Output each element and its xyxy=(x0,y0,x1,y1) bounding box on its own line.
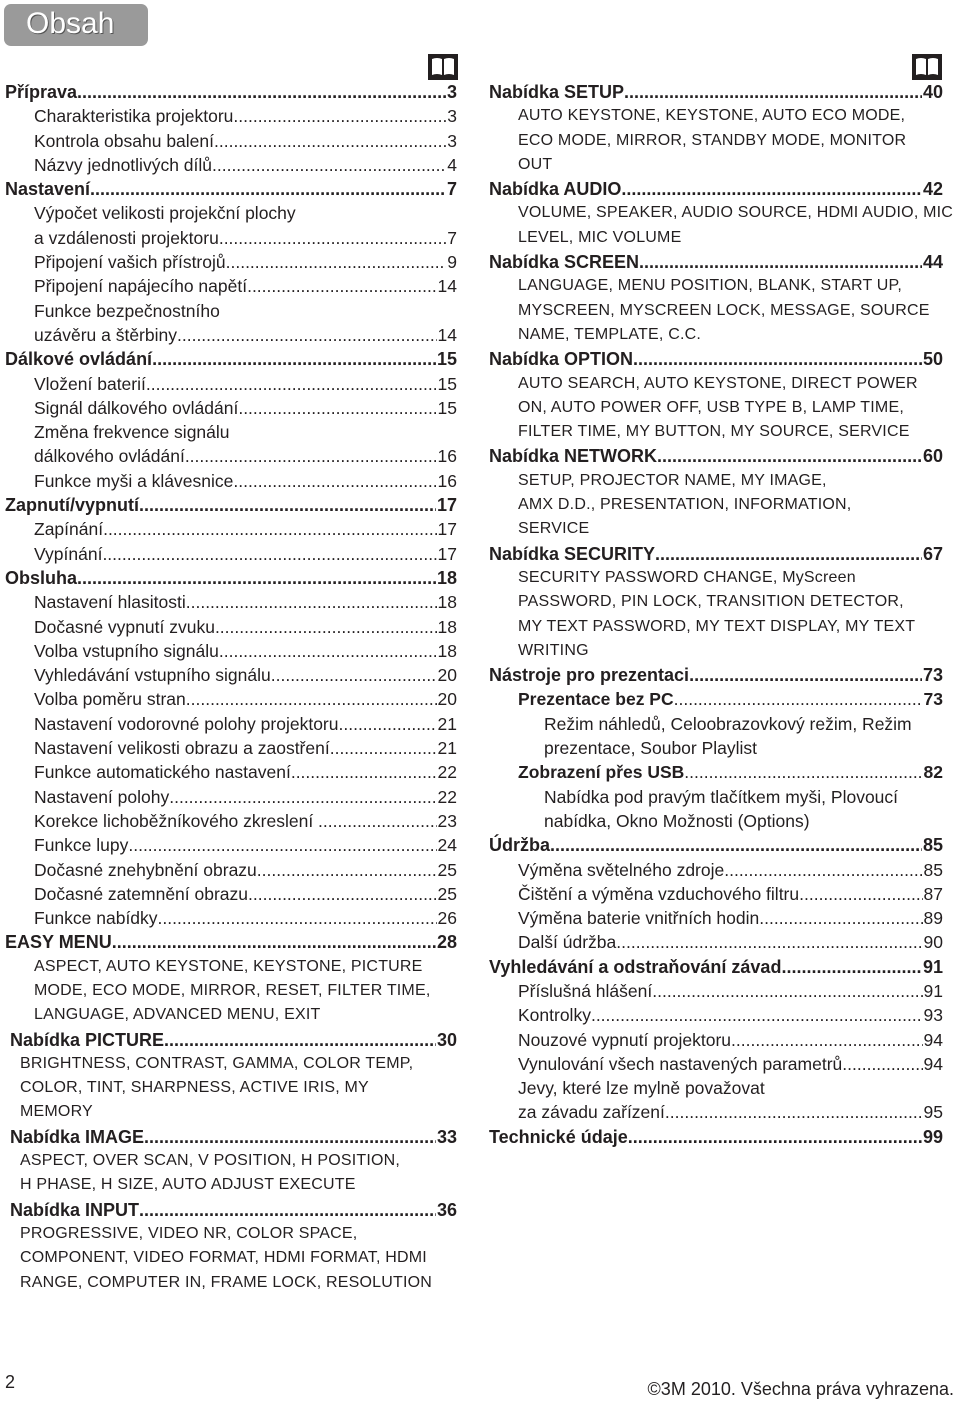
toc-entry-title: Nastavení velikosti obrazu a zaostření xyxy=(34,738,330,759)
dot-leader xyxy=(146,372,437,396)
toc-text-line: WRITING xyxy=(518,641,589,659)
dot-leader xyxy=(339,712,437,736)
toc-entry-page: 4 xyxy=(447,154,457,175)
toc-entry-title: Názvy jednotlivých dílů xyxy=(34,154,212,175)
toc-entry-page: 20 xyxy=(437,689,457,710)
toc-entry-page: 3 xyxy=(446,82,457,102)
toc-entry[interactable] xyxy=(489,1052,943,1076)
section-header-tab xyxy=(4,4,148,46)
toc-entry[interactable] xyxy=(5,347,457,371)
toc-entry[interactable] xyxy=(5,639,457,663)
toc-entry-title: EASY MENU xyxy=(5,932,112,953)
toc-entry-page: 15 xyxy=(436,349,457,370)
toc-entry[interactable] xyxy=(489,1125,943,1149)
toc-entry-title: Další údržba xyxy=(518,932,617,953)
toc-entry-page: 14 xyxy=(437,324,457,345)
book-icon xyxy=(912,54,942,80)
toc-entry-page: 20 xyxy=(437,665,457,686)
toc-entry[interactable] xyxy=(489,760,943,784)
copyright: ©3M 2010. Všechna práva vyhrazena. xyxy=(647,1379,954,1399)
dot-leader xyxy=(842,1052,922,1076)
toc-entry[interactable] xyxy=(5,250,457,274)
toc-entry-title: Dočasné znehybnění obrazu xyxy=(34,859,257,880)
toc-text-line: VOLUME, SPEAKER, AUDIO SOURCE, HDMI AUDIO, MIC xyxy=(518,204,954,222)
toc-entry[interactable] xyxy=(5,493,457,517)
toc-text-line: MYSCREEN, MYSCREEN LOCK, MESSAGE, SOURCE xyxy=(518,301,930,319)
toc-entry[interactable] xyxy=(5,590,457,614)
toc-entry-page: 25 xyxy=(437,883,457,904)
toc-text-line: PASSWORD, PIN LOCK, TRANSITION DETECTOR, xyxy=(518,593,904,611)
toc-entry-title: Údržba xyxy=(489,835,551,856)
toc-text-line: AMX D.D., PRESENTATION, INFORMATION, xyxy=(518,496,852,514)
toc-entry-page: 93 xyxy=(923,1005,943,1026)
dot-leader xyxy=(169,785,436,809)
toc-entry[interactable] xyxy=(5,809,457,833)
dot-leader xyxy=(102,542,436,566)
dot-leader xyxy=(219,639,437,663)
dot-leader xyxy=(219,226,446,250)
dot-leader xyxy=(158,906,437,930)
toc-entry-page: 7 xyxy=(446,179,457,200)
toc-entry-title: za závadu zařízení xyxy=(518,1102,665,1123)
toc-entry-title: Kontrola obsahu balení xyxy=(34,130,214,151)
toc-entry-page: 18 xyxy=(437,592,457,613)
toc-entry-page: 91 xyxy=(922,956,943,977)
toc-entry[interactable] xyxy=(5,469,457,493)
toc-entry-title: Funkce automatického nastavení xyxy=(34,762,291,783)
dot-leader xyxy=(689,663,922,687)
toc-text-line: H PHASE, H SIZE, AUTO ADJUST EXECUTE xyxy=(20,1176,356,1194)
toc-text-line: Výpočet velikosti projekční plochy xyxy=(34,203,296,224)
toc-text-line: SETUP, PROJECTOR NAME, MY IMAGE, xyxy=(518,471,827,489)
toc-text-line: ON, AUTO POWER OFF, USB TYPE B, LAMP TIME, xyxy=(518,398,904,416)
toc-entry[interactable] xyxy=(5,80,457,104)
dot-leader xyxy=(639,250,922,274)
toc-text-line: FILTER TIME, MY BUTTON, MY SOURCE, SERVICE xyxy=(518,423,910,441)
toc-entry-page: 9 xyxy=(447,252,457,273)
toc-entry-page: 18 xyxy=(437,640,457,661)
dot-leader xyxy=(226,250,447,274)
toc-entry[interactable] xyxy=(489,1028,943,1052)
dot-leader xyxy=(781,955,922,979)
toc-text-line: COLOR, TINT, SHARPNESS, ACTIVE IRIS, MY xyxy=(20,1079,369,1097)
toc-entry[interactable] xyxy=(489,1003,943,1027)
toc-entry-page: 23 xyxy=(437,810,457,831)
dot-leader xyxy=(128,833,436,857)
toc-text-line: Režim náhledů, Celoobrazovkový režim, Režim xyxy=(544,713,912,734)
toc-text-line: ASPECT, OVER SCAN, V POSITION, H POSITION, xyxy=(20,1152,401,1170)
toc-entry-title: Nástroje pro prezentaci xyxy=(489,665,690,686)
toc-entry-title: Zapínání xyxy=(34,519,104,540)
toc-entry[interactable] xyxy=(5,177,457,201)
dot-leader xyxy=(652,979,922,1003)
toc-entry-title: Volba poměru stran xyxy=(34,689,186,710)
toc-entry[interactable] xyxy=(5,785,457,809)
dot-leader xyxy=(621,177,922,201)
dot-leader xyxy=(633,347,922,371)
toc-entry[interactable] xyxy=(5,274,457,298)
toc-entry[interactable] xyxy=(5,1028,457,1052)
dot-leader xyxy=(112,930,436,954)
toc-entry[interactable] xyxy=(489,80,943,104)
toc-text-line: prezentace, Soubor Playlist xyxy=(544,738,758,759)
toc-text-line: LANGUAGE, ADVANCED MENU, EXIT xyxy=(34,1006,321,1024)
toc-entry-page: 87 xyxy=(923,883,943,904)
toc-entry-title: Technické údaje xyxy=(489,1126,628,1147)
toc-entry-title: Nabídka AUDIO xyxy=(489,179,622,200)
toc-entry-title: Dočasné zatemnění obrazu xyxy=(34,883,249,904)
toc-entry-title: Vložení baterií xyxy=(34,373,146,394)
dot-leader xyxy=(90,177,446,201)
toc-text-line: RANGE, COMPUTER IN, FRAME LOCK, RESOLUTION xyxy=(20,1273,433,1291)
toc-entry-page: 82 xyxy=(923,762,943,783)
toc-entry[interactable] xyxy=(489,882,943,906)
toc-right-column xyxy=(489,80,954,1149)
toc-entry[interactable] xyxy=(5,323,457,347)
toc-text-line: BRIGHTNESS, CONTRAST, GAMMA, COLOR TEMP, xyxy=(20,1054,414,1072)
toc-entry-page: 7 xyxy=(447,227,457,248)
toc-entry-title: Výměna baterie vnitřních hodin xyxy=(518,908,760,929)
toc-text-line: MEMORY xyxy=(20,1103,93,1121)
section-title: Obsah xyxy=(26,7,115,40)
toc-entry-page: 3 xyxy=(447,130,457,151)
dot-leader xyxy=(724,858,922,882)
toc-text-line: COMPONENT, VIDEO FORMAT, HDMI FORMAT, HDMI xyxy=(20,1249,427,1267)
dot-leader xyxy=(139,1198,436,1222)
toc-entry-page: 16 xyxy=(437,470,457,491)
book-icon xyxy=(428,54,458,80)
dot-leader xyxy=(144,1125,436,1149)
toc-text-line: ECO MODE, MIRROR, STANDBY MODE, MONITOR xyxy=(518,131,907,149)
toc-entry-page: 99 xyxy=(922,1126,943,1147)
toc-entry[interactable] xyxy=(5,1198,457,1222)
toc-entry-title: Nabídka SETUP xyxy=(489,82,625,102)
dot-leader xyxy=(152,347,436,371)
dot-leader xyxy=(77,80,446,104)
toc-entry-page: 14 xyxy=(437,276,457,297)
toc-entry[interactable] xyxy=(5,930,457,954)
toc-entry[interactable] xyxy=(5,858,457,882)
toc-text-line: LANGUAGE, MENU POSITION, BLANK, START UP, xyxy=(518,277,902,295)
dot-leader xyxy=(248,882,437,906)
toc-entry[interactable] xyxy=(489,687,943,711)
toc-entry-page: 15 xyxy=(437,397,457,418)
toc-entry-page: 21 xyxy=(437,713,457,734)
toc-entry-page: 24 xyxy=(437,835,457,856)
dot-leader xyxy=(616,930,922,954)
toc-entry-page: 22 xyxy=(437,762,457,783)
toc-entry-page: 17 xyxy=(437,543,457,564)
toc-entry-page: 90 xyxy=(923,932,943,953)
toc-entry-page: 44 xyxy=(922,252,943,273)
toc-entry-page: 28 xyxy=(436,932,457,953)
toc-text-line: MY TEXT PASSWORD, MY TEXT DISPLAY, MY TEXT xyxy=(518,617,916,635)
dot-leader xyxy=(628,1125,922,1149)
toc-entry-title: Příprava xyxy=(5,82,78,102)
dot-leader xyxy=(212,153,446,177)
toc-text-line: AUTO SEARCH, AUTO KEYSTONE, DIRECT POWER xyxy=(518,374,918,392)
toc-entry-page: 95 xyxy=(923,1102,943,1123)
toc-entry[interactable] xyxy=(5,760,457,784)
dot-leader xyxy=(238,396,436,420)
toc-entry-title: Zapnutí/vypnutí xyxy=(5,495,139,516)
dot-leader xyxy=(186,687,437,711)
dot-leader xyxy=(655,542,922,566)
toc-text-line: Změna frekvence signálu xyxy=(34,422,230,443)
toc-entry-page: 22 xyxy=(437,786,457,807)
toc-entry-page: 91 xyxy=(923,980,943,1001)
dot-leader xyxy=(665,1100,923,1124)
toc-entry-title: Funkce nabídky xyxy=(34,908,158,929)
toc-entry[interactable] xyxy=(489,906,943,930)
toc-entry-title: Charakteristika projektoru xyxy=(34,106,234,127)
dot-leader xyxy=(624,80,922,104)
toc-entry[interactable] xyxy=(5,882,457,906)
toc-entry-title: Příslušná hlášení xyxy=(518,980,653,1001)
toc-entry-title: Nastavení hlasitosti xyxy=(34,592,186,613)
toc-entry[interactable] xyxy=(5,906,457,930)
toc-entry[interactable] xyxy=(5,833,457,857)
toc-entry[interactable] xyxy=(5,444,457,468)
toc-entry-title: Nabídka OPTION xyxy=(489,349,634,370)
toc-entry[interactable] xyxy=(5,129,457,153)
toc-entry-page: 18 xyxy=(436,567,457,588)
toc-entry-page: 40 xyxy=(922,82,943,102)
toc-entry-title: Nastavení vodorovné polohy projektoru xyxy=(34,713,339,734)
toc-text-line: SERVICE xyxy=(518,520,590,538)
toc-entry[interactable] xyxy=(489,250,943,274)
dot-leader xyxy=(233,469,436,493)
toc-entry[interactable] xyxy=(5,566,457,590)
toc-text-line: LEVEL, MIC VOLUME xyxy=(518,228,682,246)
toc-text-line: NAME, TEMPLATE, C.C. xyxy=(518,325,701,343)
toc-text-line: SECURITY PASSWORD CHANGE, MyScreen xyxy=(518,568,856,586)
dot-leader xyxy=(271,663,437,687)
toc-text-line: OUT xyxy=(518,155,553,173)
dot-leader xyxy=(684,760,922,784)
toc-entry-page: 16 xyxy=(437,446,457,467)
dot-leader xyxy=(214,129,446,153)
toc-entry-title: Vypínání xyxy=(34,543,103,564)
toc-entry-page: 94 xyxy=(923,1053,943,1074)
toc-entry[interactable] xyxy=(489,833,943,857)
toc-entry-page: 36 xyxy=(436,1199,457,1220)
toc-left-column xyxy=(5,80,457,1295)
toc-entry-title: Připojení vašich přístrojů xyxy=(34,252,226,273)
toc-entry-title: Nastavení polohy xyxy=(34,786,170,807)
dot-leader xyxy=(215,615,437,639)
toc-entry-title: Nabídka INPUT xyxy=(10,1199,140,1220)
toc-entry-page: 30 xyxy=(436,1029,457,1050)
toc-entry[interactable] xyxy=(5,712,457,736)
dot-leader xyxy=(164,1028,436,1052)
dot-leader xyxy=(185,444,437,468)
dot-leader xyxy=(186,590,437,614)
toc-entry[interactable] xyxy=(5,226,457,250)
toc-text-line: Funkce bezpečnostního xyxy=(34,300,220,321)
toc-text-line: PROGRESSIVE, VIDEO NR, COLOR SPACE, xyxy=(20,1224,358,1242)
toc-entry-title: Signál dálkového ovládání xyxy=(34,397,239,418)
toc-entry-title: Obsluha xyxy=(5,567,78,588)
toc-entry[interactable] xyxy=(5,396,457,420)
toc-entry[interactable] xyxy=(489,930,943,954)
dot-leader xyxy=(257,858,437,882)
toc-entry-title: dálkového ovládání xyxy=(34,446,185,467)
dot-leader xyxy=(330,736,437,760)
toc-entry-title: Nouzové vypnutí projektoru xyxy=(518,1029,732,1050)
toc-entry-title: Nabídka IMAGE xyxy=(10,1126,145,1147)
toc-entry-page: 73 xyxy=(923,689,943,710)
toc-entry[interactable] xyxy=(5,1125,457,1149)
toc-entry-page: 17 xyxy=(437,519,457,540)
toc-entry-page: 18 xyxy=(437,616,457,637)
toc-entry-title: Funkce myši a klávesnice xyxy=(34,470,234,491)
toc-entry-title: Vynulování všech nastavených parametrů xyxy=(518,1053,843,1074)
toc-text-line: ASPECT, AUTO KEYSTONE, KEYSTONE, PICTURE xyxy=(34,957,423,975)
toc-entry[interactable] xyxy=(489,347,943,371)
toc-entry-page: 17 xyxy=(436,495,457,516)
toc-entry[interactable] xyxy=(489,542,943,566)
toc-entry-title: a vzdálenosti projektoru xyxy=(34,227,219,248)
toc-entry-page: 60 xyxy=(922,446,943,467)
toc-text-line: Nabídka pod pravým tlačítkem myši, Plovoucí xyxy=(544,786,899,807)
toc-entry-page: 3 xyxy=(447,106,457,127)
toc-entry[interactable] xyxy=(5,372,457,396)
toc-entry-title: Zobrazení přes USB xyxy=(518,762,685,783)
toc-entry-title: Připojení napájecího napětí xyxy=(34,276,248,297)
dot-leader xyxy=(591,1003,923,1027)
toc-entry[interactable] xyxy=(489,663,943,687)
dot-leader xyxy=(177,323,437,347)
toc-entry-page: 67 xyxy=(922,543,943,564)
toc-entry-title: Nabídka SECURITY xyxy=(489,543,656,564)
toc-entry-page: 42 xyxy=(922,179,943,200)
toc-entry-page: 85 xyxy=(923,859,943,880)
toc-entry-title: Nabídka PICTURE xyxy=(10,1029,165,1050)
toc-entry-title: Volba vstupního signálu xyxy=(34,640,219,661)
toc-entry[interactable] xyxy=(5,615,457,639)
dot-leader xyxy=(103,517,436,541)
toc-entry[interactable] xyxy=(5,736,457,760)
toc-entry[interactable] xyxy=(5,687,457,711)
toc-entry-title: Korekce lichoběžníkového zkreslení . xyxy=(34,810,323,831)
page-number: 2 xyxy=(5,1372,16,1392)
dot-leader xyxy=(139,493,436,517)
toc-text-line: AUTO KEYSTONE, KEYSTONE, AUTO ECO MODE, xyxy=(518,107,906,125)
toc-entry[interactable] xyxy=(5,517,457,541)
toc-entry-page: 25 xyxy=(437,859,457,880)
toc-entry[interactable] xyxy=(489,955,943,979)
toc-entry-title: uzávěru a štěrbiny xyxy=(34,324,177,345)
toc-entry-page: 73 xyxy=(922,665,943,686)
dot-leader xyxy=(77,566,436,590)
toc-entry-title: Nabídka NETWORK xyxy=(489,446,658,467)
toc-text-line: MODE, ECO MODE, MIRROR, RESET, FILTER TIME, xyxy=(34,981,431,999)
toc-entry-page: 26 xyxy=(437,908,457,929)
dot-leader xyxy=(674,687,923,711)
toc-entry[interactable] xyxy=(5,153,457,177)
toc-entry-page: 15 xyxy=(437,373,457,394)
toc-entry[interactable] xyxy=(5,104,457,128)
dot-leader xyxy=(550,833,922,857)
toc-entry-title: Kontrolky xyxy=(518,1005,591,1026)
toc-entry[interactable] xyxy=(489,979,943,1003)
toc-entry[interactable] xyxy=(489,444,943,468)
toc-entry[interactable] xyxy=(489,177,943,201)
dot-leader xyxy=(291,760,437,784)
toc-entry-page: 21 xyxy=(437,738,457,759)
toc-text-line: nabídka, Okno Možnosti (Options) xyxy=(544,810,810,831)
toc-entry-page: 85 xyxy=(922,835,943,856)
dot-leader xyxy=(731,1028,922,1052)
toc-entry-title: Nastavení xyxy=(5,179,91,200)
dot-leader xyxy=(657,444,922,468)
toc-entry-page: 94 xyxy=(923,1029,943,1050)
toc-entry[interactable] xyxy=(5,663,457,687)
toc-entry-page: 50 xyxy=(922,349,943,370)
toc-entry-title: Nabídka SCREEN xyxy=(489,252,640,273)
toc-entry[interactable] xyxy=(489,1100,943,1124)
toc-entry-title: Prezentace bez PC xyxy=(518,689,674,710)
toc-text-line: Jevy, které lze mylně považovat xyxy=(518,1078,765,1099)
toc-entry-page: 33 xyxy=(436,1126,457,1147)
toc-entry-title: Vyhledávání vstupního signálu xyxy=(34,665,271,686)
dot-leader xyxy=(323,809,437,833)
toc-entry-title: Dočasné vypnutí zvuku xyxy=(34,616,215,637)
toc-entry-page: 89 xyxy=(923,908,943,929)
toc-entry[interactable] xyxy=(5,542,457,566)
toc-entry[interactable] xyxy=(489,858,943,882)
toc-entry-title: Výměna světelného zdroje xyxy=(518,859,725,880)
toc-entry-title: Dálkové ovládání xyxy=(5,349,153,370)
toc-entry-title: Funkce lupy xyxy=(34,835,129,856)
toc-entry-title: Vyhledávání a odstraňování závad xyxy=(489,956,782,977)
dot-leader xyxy=(799,882,922,906)
dot-leader xyxy=(233,104,446,128)
dot-leader xyxy=(247,274,436,298)
dot-leader xyxy=(759,906,922,930)
toc-entry-title: Čištění a výměna vzduchového filtru xyxy=(518,883,800,904)
